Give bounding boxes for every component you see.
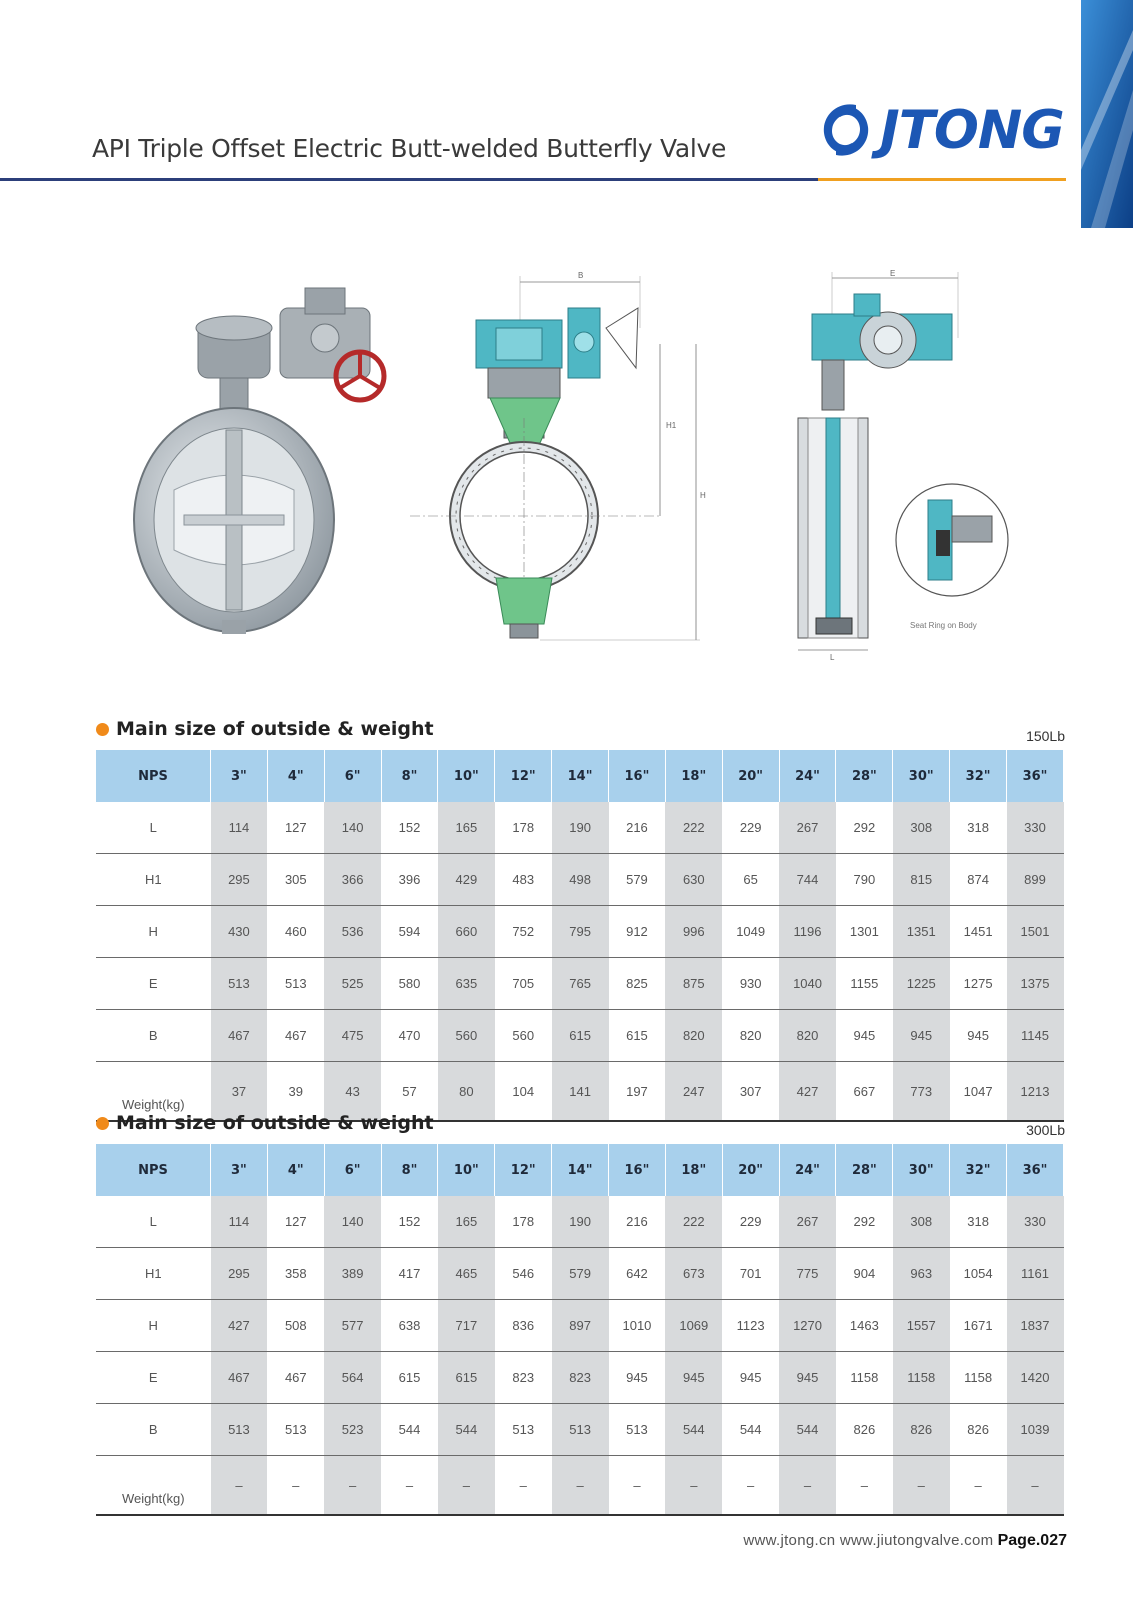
table-cell: 525 [324,958,381,1010]
table-cell: 1275 [950,958,1007,1010]
table-cell: 594 [381,906,438,958]
valve-photo [130,280,400,660]
footer-urls: www.jtong.cn www.jiutongvalve.com [743,1532,994,1549]
table-cell: 467 [267,1352,324,1404]
table-cell: 544 [665,1404,722,1456]
column-header: 16" [609,1144,666,1196]
table-cell: 513 [495,1404,552,1456]
page-number: Page.027 [997,1532,1067,1549]
table-cell: 1049 [722,906,779,958]
table-cell: 104 [495,1062,552,1122]
table-row [96,906,1064,958]
table-cell: 295 [211,1248,268,1300]
table-cell: 544 [438,1404,495,1456]
table-row [96,1352,1064,1404]
row-label: B [96,1404,211,1456]
dim-h1-label: H1 [666,421,677,430]
table-cell: 1213 [1007,1062,1064,1122]
table-cell: – [609,1456,666,1516]
page-title: API Triple Offset Electric Butt-welded Butterfly Valve [92,134,727,163]
table-cell: – [665,1456,722,1516]
page-footer [743,1532,1067,1550]
table-cell: 37 [211,1062,268,1122]
table-cell: 826 [836,1404,893,1456]
table-cell: 513 [211,958,268,1010]
table-cell: 140 [324,802,381,854]
table-cell: 899 [1007,854,1064,906]
table-row [96,854,1064,906]
table-cell: 544 [381,1404,438,1456]
table-cell: 222 [665,1196,722,1248]
table-cell: 65 [722,854,779,906]
table-cell: 1351 [893,906,950,958]
table-cell: 460 [267,906,324,958]
column-header: 30" [893,750,950,802]
table-cell: 152 [381,1196,438,1248]
table-row [96,1456,1064,1516]
table-cell: – [495,1456,552,1516]
table-cell: 660 [438,906,495,958]
table-cell: 825 [609,958,666,1010]
table-cell: 874 [950,854,1007,906]
table-cell: 222 [665,802,722,854]
table-cell: 80 [438,1062,495,1122]
table-cell: – [438,1456,495,1516]
table-cell: 544 [722,1404,779,1456]
table-cell: 615 [552,1010,609,1062]
table-cell: 358 [267,1248,324,1300]
seal-caption: Seat Ring on Body [910,621,977,630]
column-header: 8" [381,1144,438,1196]
column-header-nps: NPS [96,750,211,802]
table-cell: – [324,1456,381,1516]
table-cell: 141 [552,1062,609,1122]
table-cell: 945 [665,1352,722,1404]
table-cell: 1501 [1007,906,1064,958]
dim-e-label: E [890,269,896,278]
table-cell: 1557 [893,1300,950,1352]
column-header: 3" [211,750,268,802]
row-label: H1 [96,854,211,906]
column-header: 36" [1007,750,1064,802]
table-cell: 615 [438,1352,495,1404]
table-row [96,1196,1064,1248]
pressure-class-label: 150Lb [1026,728,1065,744]
table-cell: 826 [893,1404,950,1456]
table-cell: 465 [438,1248,495,1300]
table-cell: 1010 [609,1300,666,1352]
table-cell: 1375 [1007,958,1064,1010]
table-cell: 820 [722,1010,779,1062]
row-label: Weight(kg) [96,1456,211,1516]
column-header: 14" [552,1144,609,1196]
table-cell: 673 [665,1248,722,1300]
table-cell: 295 [211,854,268,906]
table-cell: 467 [211,1010,268,1062]
table-cell: 247 [665,1062,722,1122]
section-title-150lb [96,718,434,740]
column-header: 24" [779,750,836,802]
table-cell: 178 [495,1196,552,1248]
table-cell: 615 [609,1010,666,1062]
table-cell: 39 [267,1062,324,1122]
column-header: 3" [211,1144,268,1196]
table-cell: – [950,1456,1007,1516]
table-cell: 1420 [1007,1352,1064,1404]
table-cell: 127 [267,1196,324,1248]
table-cell: 615 [381,1352,438,1404]
table-cell: 930 [722,958,779,1010]
row-label: L [96,1196,211,1248]
table-cell: 190 [552,802,609,854]
table-cell: 579 [552,1248,609,1300]
table-cell: – [722,1456,779,1516]
table-cell: 963 [893,1248,950,1300]
table-row [96,802,1064,854]
table-cell: 152 [381,802,438,854]
column-header: 36" [1007,1144,1064,1196]
table-cell: 705 [495,958,552,1010]
column-header: 32" [950,750,1007,802]
column-header: 6" [324,1144,381,1196]
row-label: E [96,958,211,1010]
table-cell: 945 [950,1010,1007,1062]
column-header: 16" [609,750,666,802]
table-cell: 996 [665,906,722,958]
table-cell: 292 [836,802,893,854]
table-cell: – [779,1456,836,1516]
brand-logo-text: JTONG [880,99,1064,161]
section-title-text: Main size of outside & weight [116,1112,434,1134]
table-cell: 508 [267,1300,324,1352]
table-cell: 775 [779,1248,836,1300]
table-cell: 127 [267,802,324,854]
table-cell: 577 [324,1300,381,1352]
table-cell: 1158 [950,1352,1007,1404]
table-cell: 773 [893,1062,950,1122]
table-cell: 815 [893,854,950,906]
table-cell: 1047 [950,1062,1007,1122]
table-cell: 912 [609,906,666,958]
table-header-row [96,1144,1064,1196]
table-cell: 114 [211,802,268,854]
table-cell: 307 [722,1062,779,1122]
table-cell: 513 [267,1404,324,1456]
column-header: 14" [552,750,609,802]
table-cell: 717 [438,1300,495,1352]
table-cell: 467 [211,1352,268,1404]
column-header: 24" [779,1144,836,1196]
table-cell: 823 [552,1352,609,1404]
table-cell: 165 [438,1196,495,1248]
table-cell: 1123 [722,1300,779,1352]
table-cell: 536 [324,906,381,958]
column-header: 4" [267,1144,324,1196]
column-header: 30" [893,1144,950,1196]
table-cell: – [211,1456,268,1516]
spec-table-150lb [96,750,1064,1122]
column-header: 32" [950,1144,1007,1196]
column-header: 18" [665,1144,722,1196]
table-cell: 897 [552,1300,609,1352]
table-cell: 292 [836,1196,893,1248]
table-cell: 820 [665,1010,722,1062]
table-cell: 945 [722,1352,779,1404]
table-cell: 483 [495,854,552,906]
table-cell: – [267,1456,324,1516]
table-cell: 1463 [836,1300,893,1352]
table-cell: 165 [438,802,495,854]
table-cell: 1145 [1007,1010,1064,1062]
table-cell: 744 [779,854,836,906]
table-cell: 467 [267,1010,324,1062]
column-header: 28" [836,750,893,802]
table-cell: 546 [495,1248,552,1300]
table-cell: 790 [836,854,893,906]
table-cell: 1155 [836,958,893,1010]
column-header: 4" [267,750,324,802]
table-cell: 43 [324,1062,381,1122]
row-label: Weight(kg) [96,1062,211,1122]
table-cell: 330 [1007,1196,1064,1248]
table-cell: 945 [836,1010,893,1062]
table-cell: 267 [779,802,836,854]
column-header: 18" [665,750,722,802]
dim-h-label: H [700,491,706,500]
table-cell: – [552,1456,609,1516]
table-cell: – [1007,1456,1064,1516]
table-cell: 430 [211,906,268,958]
table-cell: – [381,1456,438,1516]
column-header: 6" [324,750,381,802]
table-cell: 945 [609,1352,666,1404]
pressure-class-label: 300Lb [1026,1122,1065,1138]
table-cell: 836 [495,1300,552,1352]
table-row [96,1300,1064,1352]
side-view-drawing [786,268,1036,668]
table-cell: 1196 [779,906,836,958]
table-cell: 1451 [950,906,1007,958]
table-cell: 1161 [1007,1248,1064,1300]
section-title-text: Main size of outside & weight [116,718,434,740]
table-row [96,1010,1064,1062]
column-header: 12" [495,1144,552,1196]
table-cell: 1301 [836,906,893,958]
table-cell: 513 [609,1404,666,1456]
table-cell: 560 [438,1010,495,1062]
table-cell: 216 [609,1196,666,1248]
corner-decoration [1081,0,1133,228]
table-cell: 429 [438,854,495,906]
row-label: L [96,802,211,854]
table-cell: 1069 [665,1300,722,1352]
spec-table-300lb [96,1144,1064,1516]
column-header-nps: NPS [96,1144,211,1196]
table-cell: 389 [324,1248,381,1300]
table-cell: 638 [381,1300,438,1352]
table-cell: 513 [211,1404,268,1456]
table-row [96,1404,1064,1456]
table-cell: 875 [665,958,722,1010]
table-cell: 427 [779,1062,836,1122]
table-cell: 579 [609,854,666,906]
column-header: 10" [438,750,495,802]
table-cell: 580 [381,958,438,1010]
table-cell: 560 [495,1010,552,1062]
table-cell: 330 [1007,802,1064,854]
table-row [96,958,1064,1010]
header-rule-orange [818,178,1066,181]
table-cell: 513 [552,1404,609,1456]
header-rule-blue [0,178,818,181]
table-cell: 1054 [950,1248,1007,1300]
table-cell: 513 [267,958,324,1010]
table-cell: 308 [893,802,950,854]
table-cell: 396 [381,854,438,906]
table-cell: 642 [609,1248,666,1300]
table-cell: 765 [552,958,609,1010]
table-cell: 752 [495,906,552,958]
table-cell: 308 [893,1196,950,1248]
column-header: 8" [381,750,438,802]
table-cell: 1837 [1007,1300,1064,1352]
table-cell: 197 [609,1062,666,1122]
row-label: H [96,1300,211,1352]
dim-b-label: B [578,271,584,280]
table-cell: – [836,1456,893,1516]
table-cell: 305 [267,854,324,906]
table-cell: 820 [779,1010,836,1062]
table-cell: 544 [779,1404,836,1456]
table-cell: 470 [381,1010,438,1062]
column-header: 10" [438,1144,495,1196]
column-header: 20" [722,1144,779,1196]
row-label: H1 [96,1248,211,1300]
table-cell: 190 [552,1196,609,1248]
table-cell: 318 [950,802,1007,854]
row-label: H [96,906,211,958]
table-cell: 904 [836,1248,893,1300]
table-cell: 1039 [1007,1404,1064,1456]
table-cell: 417 [381,1248,438,1300]
table-cell: 140 [324,1196,381,1248]
table-cell: 630 [665,854,722,906]
page-header [0,0,1133,190]
table-cell: 795 [552,906,609,958]
brand-logo-mark-icon [818,97,874,163]
row-label: E [96,1352,211,1404]
table-cell: 498 [552,854,609,906]
table-cell: 114 [211,1196,268,1248]
table-cell: 667 [836,1062,893,1122]
table-cell: 826 [950,1404,1007,1456]
table-cell: 1270 [779,1300,836,1352]
table-cell: 1158 [893,1352,950,1404]
table-cell: 635 [438,958,495,1010]
table-cell: 1225 [893,958,950,1010]
table-cell: 701 [722,1248,779,1300]
column-header: 28" [836,1144,893,1196]
section-title-300lb [96,1112,434,1134]
orange-bullet-icon [96,1117,109,1130]
table-row [96,1248,1064,1300]
table-cell: 216 [609,802,666,854]
dim-l-label: L [830,653,835,662]
table-cell: 945 [779,1352,836,1404]
table-cell: 57 [381,1062,438,1122]
front-view-drawing [410,268,710,658]
table-cell: 823 [495,1352,552,1404]
table-cell: 427 [211,1300,268,1352]
table-cell: 945 [893,1010,950,1062]
table-cell: 1040 [779,958,836,1010]
brand-logo [818,92,1064,168]
table-cell: 267 [779,1196,836,1248]
table-cell: 178 [495,802,552,854]
table-cell: 1671 [950,1300,1007,1352]
orange-bullet-icon [96,723,109,736]
table-cell: 475 [324,1010,381,1062]
table-header-row [96,750,1064,802]
table-cell: 229 [722,1196,779,1248]
column-header: 12" [495,750,552,802]
table-cell: 366 [324,854,381,906]
table-cell: 564 [324,1352,381,1404]
table-cell: – [893,1456,950,1516]
column-header: 20" [722,750,779,802]
table-cell: 229 [722,802,779,854]
table-cell: 318 [950,1196,1007,1248]
table-cell: 1158 [836,1352,893,1404]
table-cell: 523 [324,1404,381,1456]
row-label: B [96,1010,211,1062]
